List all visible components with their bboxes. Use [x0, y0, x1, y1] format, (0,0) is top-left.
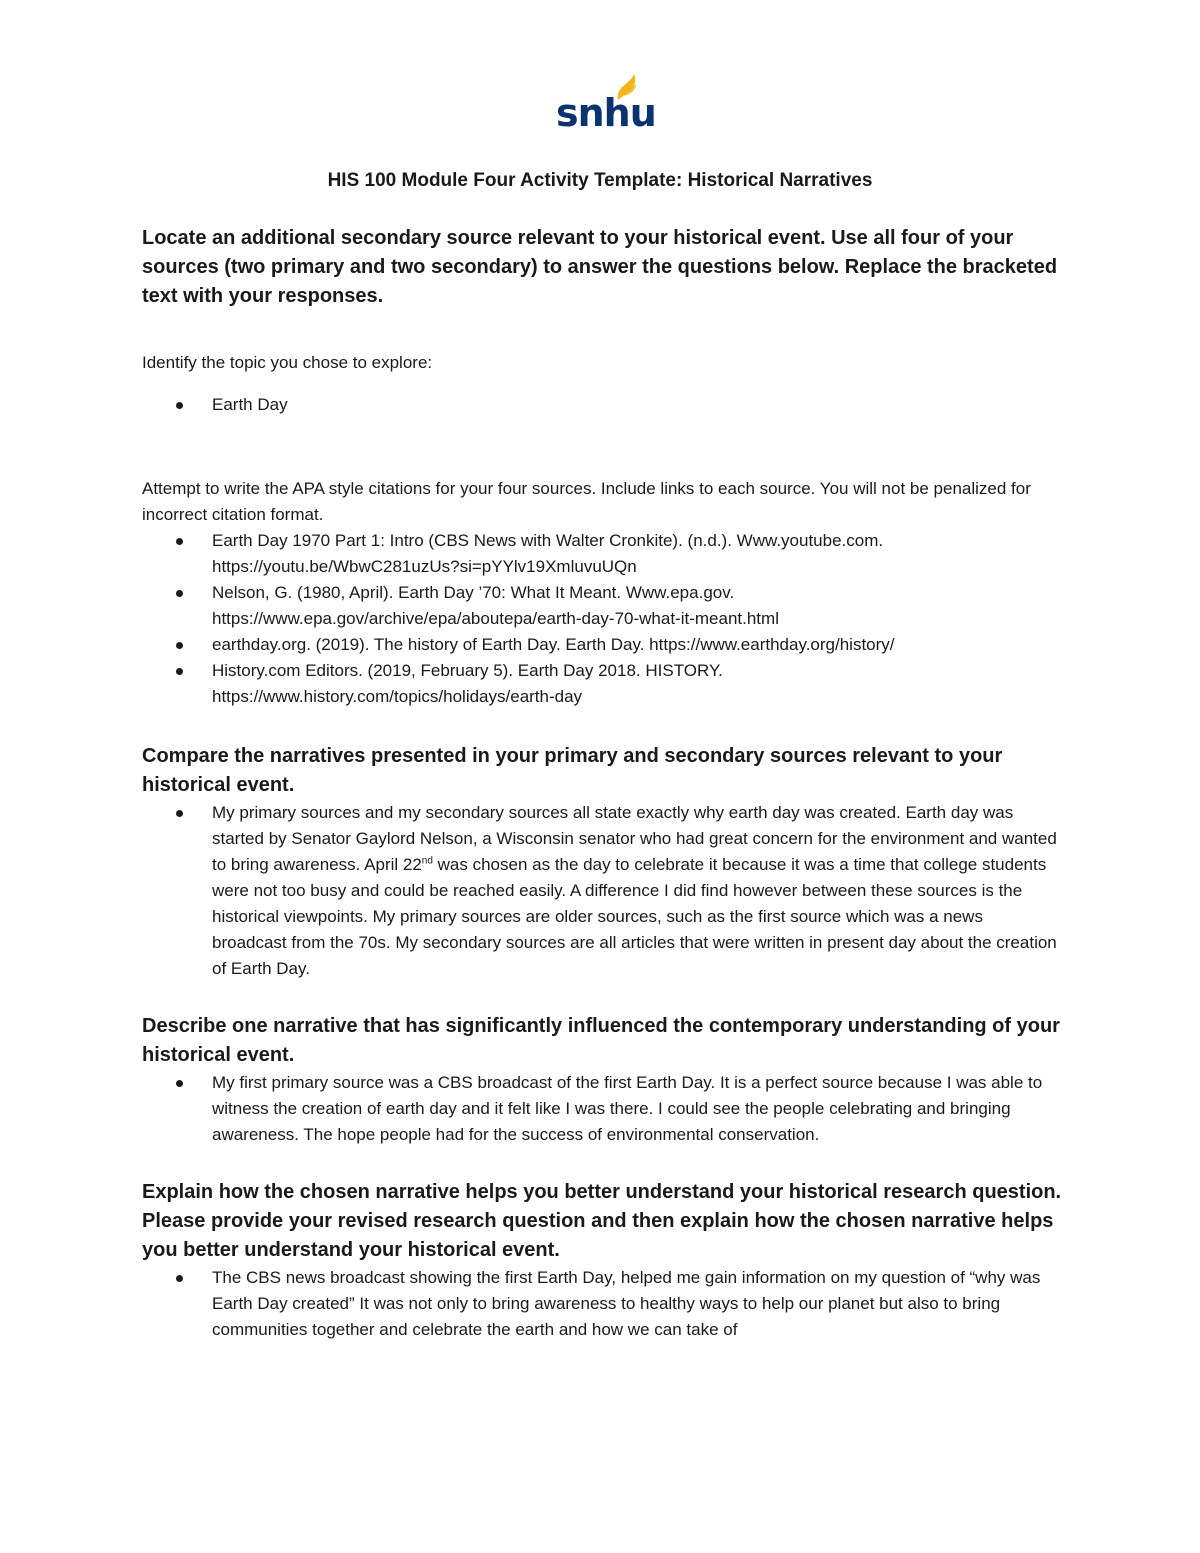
- list-item: [142, 658, 1062, 710]
- document-title: HIS 100 Module Four Activity Template: Historical Narratives: [327, 170, 873, 191]
- bullet-icon: [176, 402, 183, 409]
- snhu-logo: [556, 74, 656, 135]
- list-item: [142, 800, 1062, 982]
- ordinal-suffix: nd: [421, 855, 433, 867]
- bullet-icon: [176, 1275, 183, 1282]
- compare-answer: [212, 803, 1057, 978]
- describe-heading: Describe one narrative that has significantly influenced the contemporary understanding of your historical event.: [142, 1015, 1060, 1066]
- compare-list: [142, 800, 1062, 982]
- bullet-icon: [176, 590, 183, 597]
- citation-text: Nelson, G. (1980, April). Earth Day ’70: What It Meant. Www.epa.gov. https://www.epa.gov/archive/epa/aboutepa/earth-day-70-what-it-meant.html: [212, 583, 779, 628]
- compare-answer-part1: My primary sources and my secondary sources all state exactly why earth day was created. Earth day was started by Senator Gaylord Nelson, a Wisconsin senator who had great concern for the environment and wanted to bring awareness. April 22: [212, 803, 1057, 874]
- bullet-icon: [176, 642, 183, 649]
- explain-answer: The CBS news broadcast showing the first Earth Day, helped me gain information on my question of “why was Earth Day created” It was not only to bring awareness to healthy ways to help our planet but also to bring communities together and celebrate the earth and how we can take of: [212, 1268, 1041, 1339]
- list-item: [142, 392, 1062, 418]
- list-item: [142, 632, 1062, 658]
- topic-list: [142, 392, 1062, 418]
- citation-text: Earth Day 1970 Part 1: Intro (CBS News with Walter Cronkite). (n.d.). Www.youtube.com. https://youtu.be/WbwC281uzUs?si=pYYlv19XmluvuUQn: [212, 531, 884, 576]
- list-item: [142, 528, 1062, 580]
- list-item: [142, 1265, 1062, 1343]
- citation-list: [142, 528, 1062, 710]
- bullet-icon: [176, 810, 183, 817]
- list-item: [142, 580, 1062, 632]
- intro-instructions: Locate an additional secondary source relevant to your historical event. Use all four of your sources (two primary and two secondary) to answer the questions below. Replace the bracketed text with your responses.: [142, 227, 1058, 307]
- compare-answer-part2: was chosen as the day to celebrate it because it was a time that college students were not too busy and could be reached easily. A difference I did find however between these sources is the historical viewpoints. My primary sources are older sources, such as the first source which was a news broadcast from the 70s. My secondary sources are all articles that were written in present day about the creation of Earth Day.: [212, 855, 1057, 978]
- topic-prompt: Identify the topic you chose to explore:: [142, 353, 433, 372]
- logo-wordmark: snhu: [556, 91, 656, 135]
- citation-text: earthday.org. (2019). The history of Earth Day. Earth Day. https://www.earthday.org/history/: [212, 635, 895, 654]
- list-item: [142, 1070, 1062, 1148]
- describe-answer: My first primary source was a CBS broadcast of the first Earth Day. It is a perfect source because I was able to witness the creation of earth day and it felt like I was there. I could see the people celebrating and bringing awareness. The hope people had for the success of environmental conservation.: [212, 1073, 1043, 1144]
- explain-list: [142, 1265, 1062, 1343]
- bullet-icon: [176, 668, 183, 675]
- explain-heading: Explain how the chosen narrative helps you better understand your historical research question. Please provide your revised research question and then explain how the chosen narrative helps you better understand your historical event.: [142, 1181, 1062, 1261]
- document-body: [142, 224, 1062, 1343]
- describe-list: [142, 1070, 1062, 1148]
- compare-heading: Compare the narratives presented in your primary and secondary sources relevant to your historical event.: [142, 745, 1003, 796]
- citations-prompt: Attempt to write the APA style citations for your four sources. Include links to each source. You will not be penalized for incorrect citation format.: [142, 479, 1031, 524]
- topic-answer: Earth Day: [212, 395, 288, 414]
- bullet-icon: [176, 538, 183, 545]
- citation-text: History.com Editors. (2019, February 5). Earth Day 2018. HISTORY. https://www.history.com/topics/holidays/earth-day: [212, 661, 723, 706]
- bullet-icon: [176, 1080, 183, 1087]
